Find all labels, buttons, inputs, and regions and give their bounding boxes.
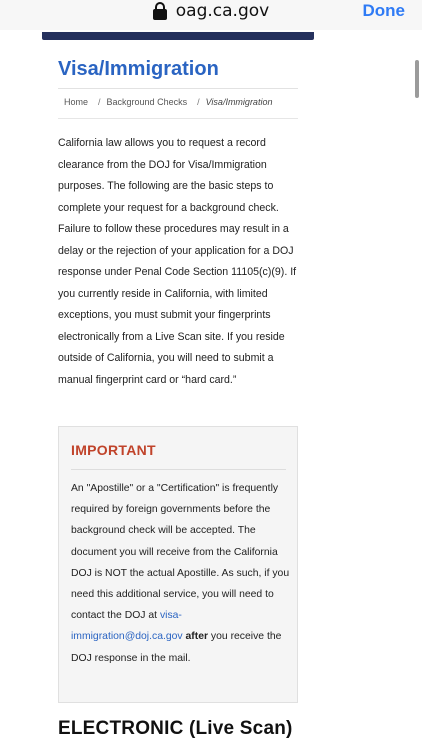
browser-toolbar <box>0 0 422 30</box>
scrollbar[interactable] <box>415 60 419 98</box>
divider <box>71 469 286 470</box>
lock-icon <box>153 2 167 20</box>
url-text: oag.ca.gov <box>175 1 270 21</box>
divider <box>58 118 298 119</box>
breadcrumb-separator: / <box>98 97 101 107</box>
breadcrumb-current: Visa/Immigration <box>205 97 273 107</box>
intro-paragraph: California law allows you to request a record clearance from the DOJ for Visa/Immigration purposes. The following are the basic steps to complete your request for a background check. Failure to follow these procedures may result in a delay or the rejection of your application for a DOJ response under Penal Code Section 11105(c)(9). If you currently reside in California, with limited exceptions, you must submit your fingerprints electronically from a Live Scan site. If you reside outside of California, you will need to submit a manual fingerprint card or “hard card.” <box>58 137 297 386</box>
breadcrumb <box>64 97 272 107</box>
important-title: IMPORTANT <box>71 442 156 458</box>
emphasis-after: after <box>185 631 209 643</box>
breadcrumb-background-checks[interactable]: Background Checks <box>106 97 188 107</box>
important-callout <box>58 426 298 703</box>
important-text-end: you receive the DOJ response in the mail. <box>71 631 282 664</box>
important-body <box>71 478 291 669</box>
address-bar[interactable] <box>153 1 269 21</box>
important-text: An "Apostille" or a "Certification" is frequently required by foreign governments before the background check will be accepted. The document you will receive from the California DOJ is NOT the actual Apostille. As such, if you need this additional service, you will need to contact the DOJ at <box>71 483 290 622</box>
divider <box>58 88 298 89</box>
done-button[interactable]: Done <box>362 1 405 20</box>
email-link[interactable]: visa-immigration@doj.ca.gov <box>71 610 183 643</box>
site-header-strip <box>42 32 314 40</box>
breadcrumb-home[interactable]: Home <box>64 97 89 107</box>
page-title: Visa/Immigration <box>58 58 219 80</box>
breadcrumb-separator: / <box>197 97 200 107</box>
section-heading-electronic: ELECTRONIC (Live Scan) <box>58 718 293 739</box>
